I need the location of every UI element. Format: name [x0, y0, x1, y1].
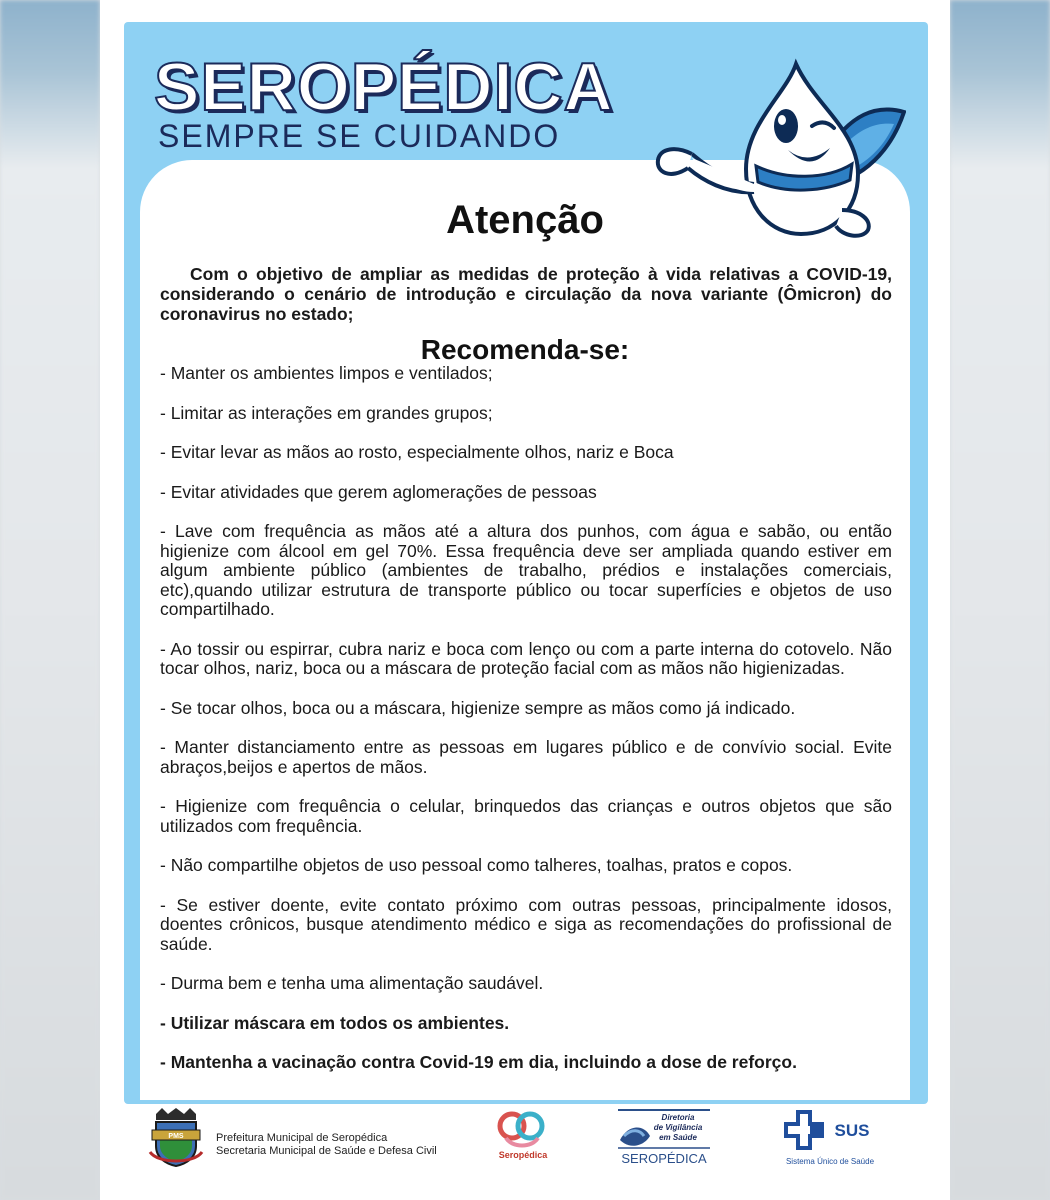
prefeitura-line-1: Prefeitura Municipal de Seropédica: [216, 1132, 388, 1144]
notice-title: Atenção: [446, 198, 604, 242]
sus-caption: Sistema Único de Saúde: [785, 1157, 875, 1166]
recommendation-item: - Durma bem e tenha uma alimentação saudável.: [160, 973, 544, 993]
vigilancia-line-3: em Saúde: [659, 1133, 697, 1142]
recommendation-item: - Limitar as interações em grandes grupos;: [160, 402, 493, 423]
crest-label: PMS: [168, 1133, 184, 1140]
poster: [100, 0, 950, 1200]
recommendation-item: - Manter os ambientes limpos e ventilados;: [160, 363, 493, 383]
recommendation-list: [160, 364, 892, 1093]
recommendation-item: - Se tocar olhos, boca ou a máscara, higienize sempre as mãos como já indicado.: [160, 697, 796, 718]
recommendation-item: - Evitar atividades que gerem aglomerações de pessoas: [160, 481, 597, 502]
vigilancia-line-1: Diretoria: [661, 1113, 695, 1122]
intro-paragraph: [160, 264, 892, 324]
vigilancia-logo-icon: [614, 1106, 714, 1170]
intro-text: Com o objetivo de ampliar as medidas de proteção à vida relativas a COVID-19, considerando o cenário de introdução e circulação da nova variante (Ômicron) do coronavirus no estado;: [160, 264, 892, 324]
brand-title: SEROPÉDICA: [154, 49, 614, 125]
recommendation-item: - Lave com frequência as mãos até a altura dos punhos, com água e sabão, ou então higienize com álcool em gel 70%. Essa frequência deve ser ampliada quando estiver em algum ambiente público (ambientes de trabalho, prédios e instalações comerciais, etc),quando utilizar estrutura de transporte público ou tocar superfícies e objetos de uso compartilhado.: [160, 521, 892, 619]
sus-label: SUS: [834, 1121, 870, 1140]
recommendation-item: - Manter distanciamento entre as pessoas em lugares público e de convívio social. Evite abraços,beijos e apertos de mãos.: [160, 737, 892, 777]
recommendation-item: - Se estiver doente, evite contato próximo com outras pessoas, principalmente idosos, doentes crônicos, busque atendimento médico e siga as recomendações do profissional de saúde.: [160, 894, 892, 954]
recommendation-item: - Ao tossir ou espirrar, cubra nariz e boca com lenço ou com a parte interna do cotovelo. Não tocar olhos, nariz, boca ou a máscara de proteção facial com as mãos não higienizadas.: [160, 638, 892, 678]
brand-subtitle: SEMPRE SE CUIDANDO: [158, 118, 561, 154]
recommendation-item: - Utilizar máscara em todos os ambientes.: [160, 1012, 510, 1033]
vigilancia-line-2: de Vigilância: [653, 1123, 703, 1132]
recommendation-item: - Evitar levar as mãos ao rosto, especialmente olhos, nariz e Boca: [160, 442, 674, 462]
recommendation-item: - Não compartilhe objetos de uso pessoal como talheres, toalhas, pratos e copos.: [160, 855, 793, 875]
prefeitura-crest-icon: [148, 1106, 204, 1168]
prefeitura-line-2: Secretaria Municipal de Saúde e Defesa Civil: [216, 1145, 437, 1157]
recommendation-item: - Mantenha a vacinação contra Covid-19 em dia, incluindo a dose de reforço.: [160, 1052, 797, 1072]
footer-logos: [100, 1106, 950, 1176]
recommendation-item: - Higienize com frequência o celular, brinquedos das crianças e outros objetos que são utilizados com frequência.: [160, 796, 892, 836]
vigilancia-city: SEROPÉDICA: [621, 1151, 707, 1166]
recommend-heading: Recomenda-se:: [420, 334, 630, 365]
seropedica-logo-icon: [490, 1108, 556, 1168]
prefeitura-text: [216, 1132, 437, 1158]
sus-logo-icon: [780, 1108, 884, 1168]
background-left: [0, 0, 100, 1200]
seropedica-logo-label: Seropédica: [498, 1150, 548, 1160]
background-right: [950, 0, 1050, 1200]
